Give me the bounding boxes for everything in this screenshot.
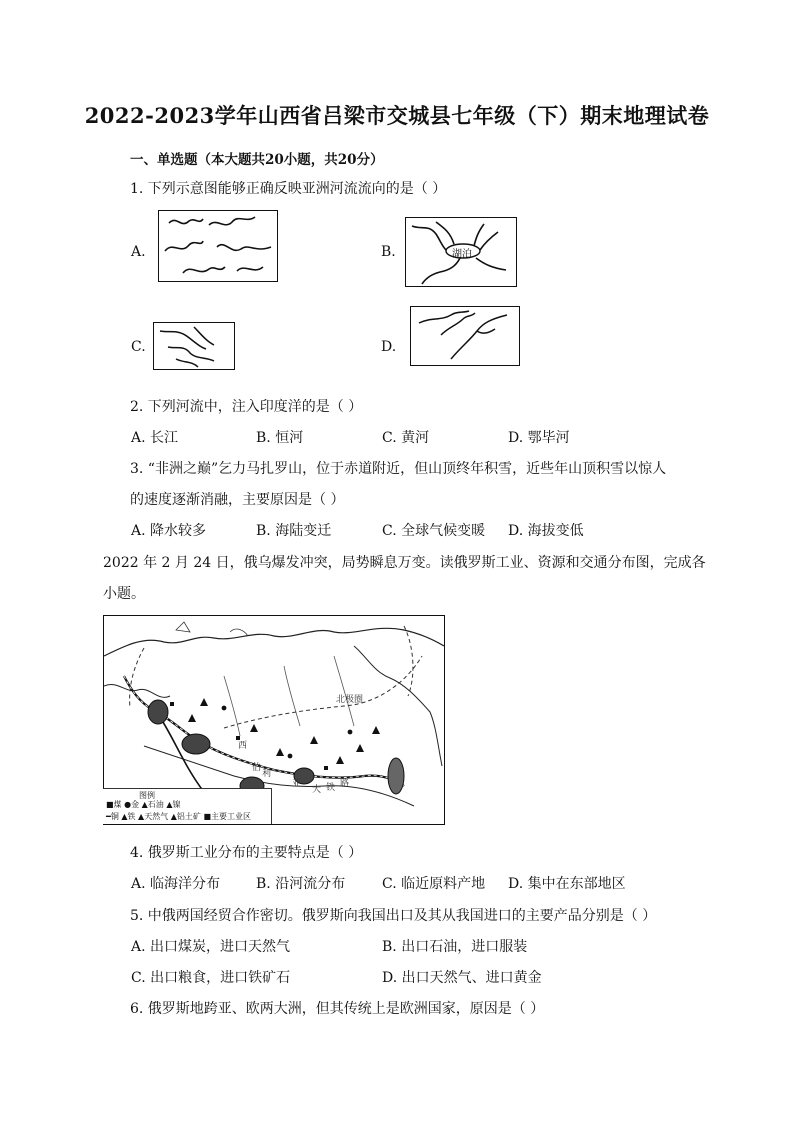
q5-option-d[interactable]: D. 出口天然气、进口黄金 bbox=[382, 970, 542, 986]
map-label-arctic-1: 北极圈 bbox=[336, 695, 364, 705]
question-5-text: 5. 中俄两国经贸合作密切。俄罗斯向我国出口及其从我国进口的主要产品分别是（ ） bbox=[130, 908, 657, 924]
map-label-tie: 铁 bbox=[326, 783, 336, 793]
q1-option-d-map bbox=[410, 306, 520, 366]
q3-option-b[interactable]: B. 海陆变迁 bbox=[256, 523, 332, 539]
q4-option-d[interactable]: D. 集中在东部地区 bbox=[508, 876, 626, 892]
lake-label: 湖泊 bbox=[452, 249, 472, 260]
q2-option-c[interactable]: C. 黄河 bbox=[382, 430, 430, 446]
q3-option-d[interactable]: D. 海拔变低 bbox=[508, 523, 584, 539]
question-6-text: 6. 俄罗斯地跨亚、欧两大洲，但其传统上是欧洲国家，原因是（ ） bbox=[130, 1001, 545, 1017]
map-label-lu: 路 bbox=[340, 779, 350, 789]
question-4-text: 4. 俄罗斯工业分布的主要特点是（ ） bbox=[130, 845, 363, 861]
legend-row-2: ━铜 ▲铁 ▲天然气 ▲铝土矿 ■主要工业区 bbox=[106, 812, 252, 821]
q3-option-a[interactable]: A. 降水较多 bbox=[131, 523, 207, 539]
q1-option-b-label: B. bbox=[381, 244, 396, 260]
question-1-text: 1. 下列示意图能够正确反映亚洲河流流向的是（ ） bbox=[130, 181, 447, 197]
q2-option-a[interactable]: A. 长江 bbox=[131, 430, 179, 446]
q1-option-a-label: A. bbox=[131, 244, 146, 260]
q5-option-a[interactable]: A. 出口煤炭，进口天然气 bbox=[131, 939, 291, 955]
q4-option-a[interactable]: A. 临海洋分布 bbox=[131, 876, 221, 892]
q1-option-d-label: D. bbox=[381, 339, 397, 355]
map-label-da: 大 bbox=[312, 785, 322, 795]
q1-option-a-map bbox=[158, 210, 278, 282]
legend-row-1: ■煤 ●金 ▲石油 ▲镍 bbox=[106, 800, 181, 809]
question-3-text-line1: 3. “非洲之巅”乞力马扎罗山，位于赤道附近，但山顶终年积雪，近些年山顶积雪以惊人 bbox=[130, 461, 667, 477]
q4-option-c[interactable]: C. 临近原料产地 bbox=[382, 876, 486, 892]
q1-option-c-label: C. bbox=[131, 339, 146, 355]
map-legend bbox=[103, 788, 272, 824]
map-label-li: 利 bbox=[262, 769, 272, 779]
q5-option-b[interactable]: B. 出口石油，进口服装 bbox=[382, 939, 528, 955]
map-label-xi: 西 bbox=[238, 741, 248, 751]
page-title: 2022-2023学年山西省吕梁市交城县七年级（下）期末地理试卷 bbox=[84, 103, 710, 128]
section-heading: 一、单选题（本大题共20小题，共20分） bbox=[130, 152, 384, 168]
legend-title: 图例 bbox=[139, 791, 155, 800]
q1-option-c-map bbox=[153, 322, 235, 370]
q2-option-d[interactable]: D. 鄂毕河 bbox=[508, 430, 570, 446]
map-label-ya: 亚 bbox=[292, 779, 302, 789]
q4-option-b[interactable]: B. 沿河流分布 bbox=[256, 876, 346, 892]
intro-line1: 2022 年 2 月 24 日，俄乌爆发冲突，局势瞬息万变。读俄罗斯工业、资源和交通分布图，完成各 bbox=[103, 555, 706, 571]
intro-line2: 小题。 bbox=[103, 586, 145, 602]
q3-option-c[interactable]: C. 全球气候变暖 bbox=[382, 523, 486, 539]
q2-option-b[interactable]: B. 恒河 bbox=[256, 430, 304, 446]
question-2-text: 2. 下列河流中，注入印度洋的是（ ） bbox=[130, 399, 363, 415]
map-label-bo: 伯 bbox=[252, 763, 262, 773]
question-3-text-line2: 的速度逐渐消融，主要原因是（ ） bbox=[130, 492, 345, 508]
q1-option-b-map bbox=[405, 217, 517, 287]
q5-option-c[interactable]: C. 出口粮食，进口铁矿石 bbox=[131, 970, 291, 986]
